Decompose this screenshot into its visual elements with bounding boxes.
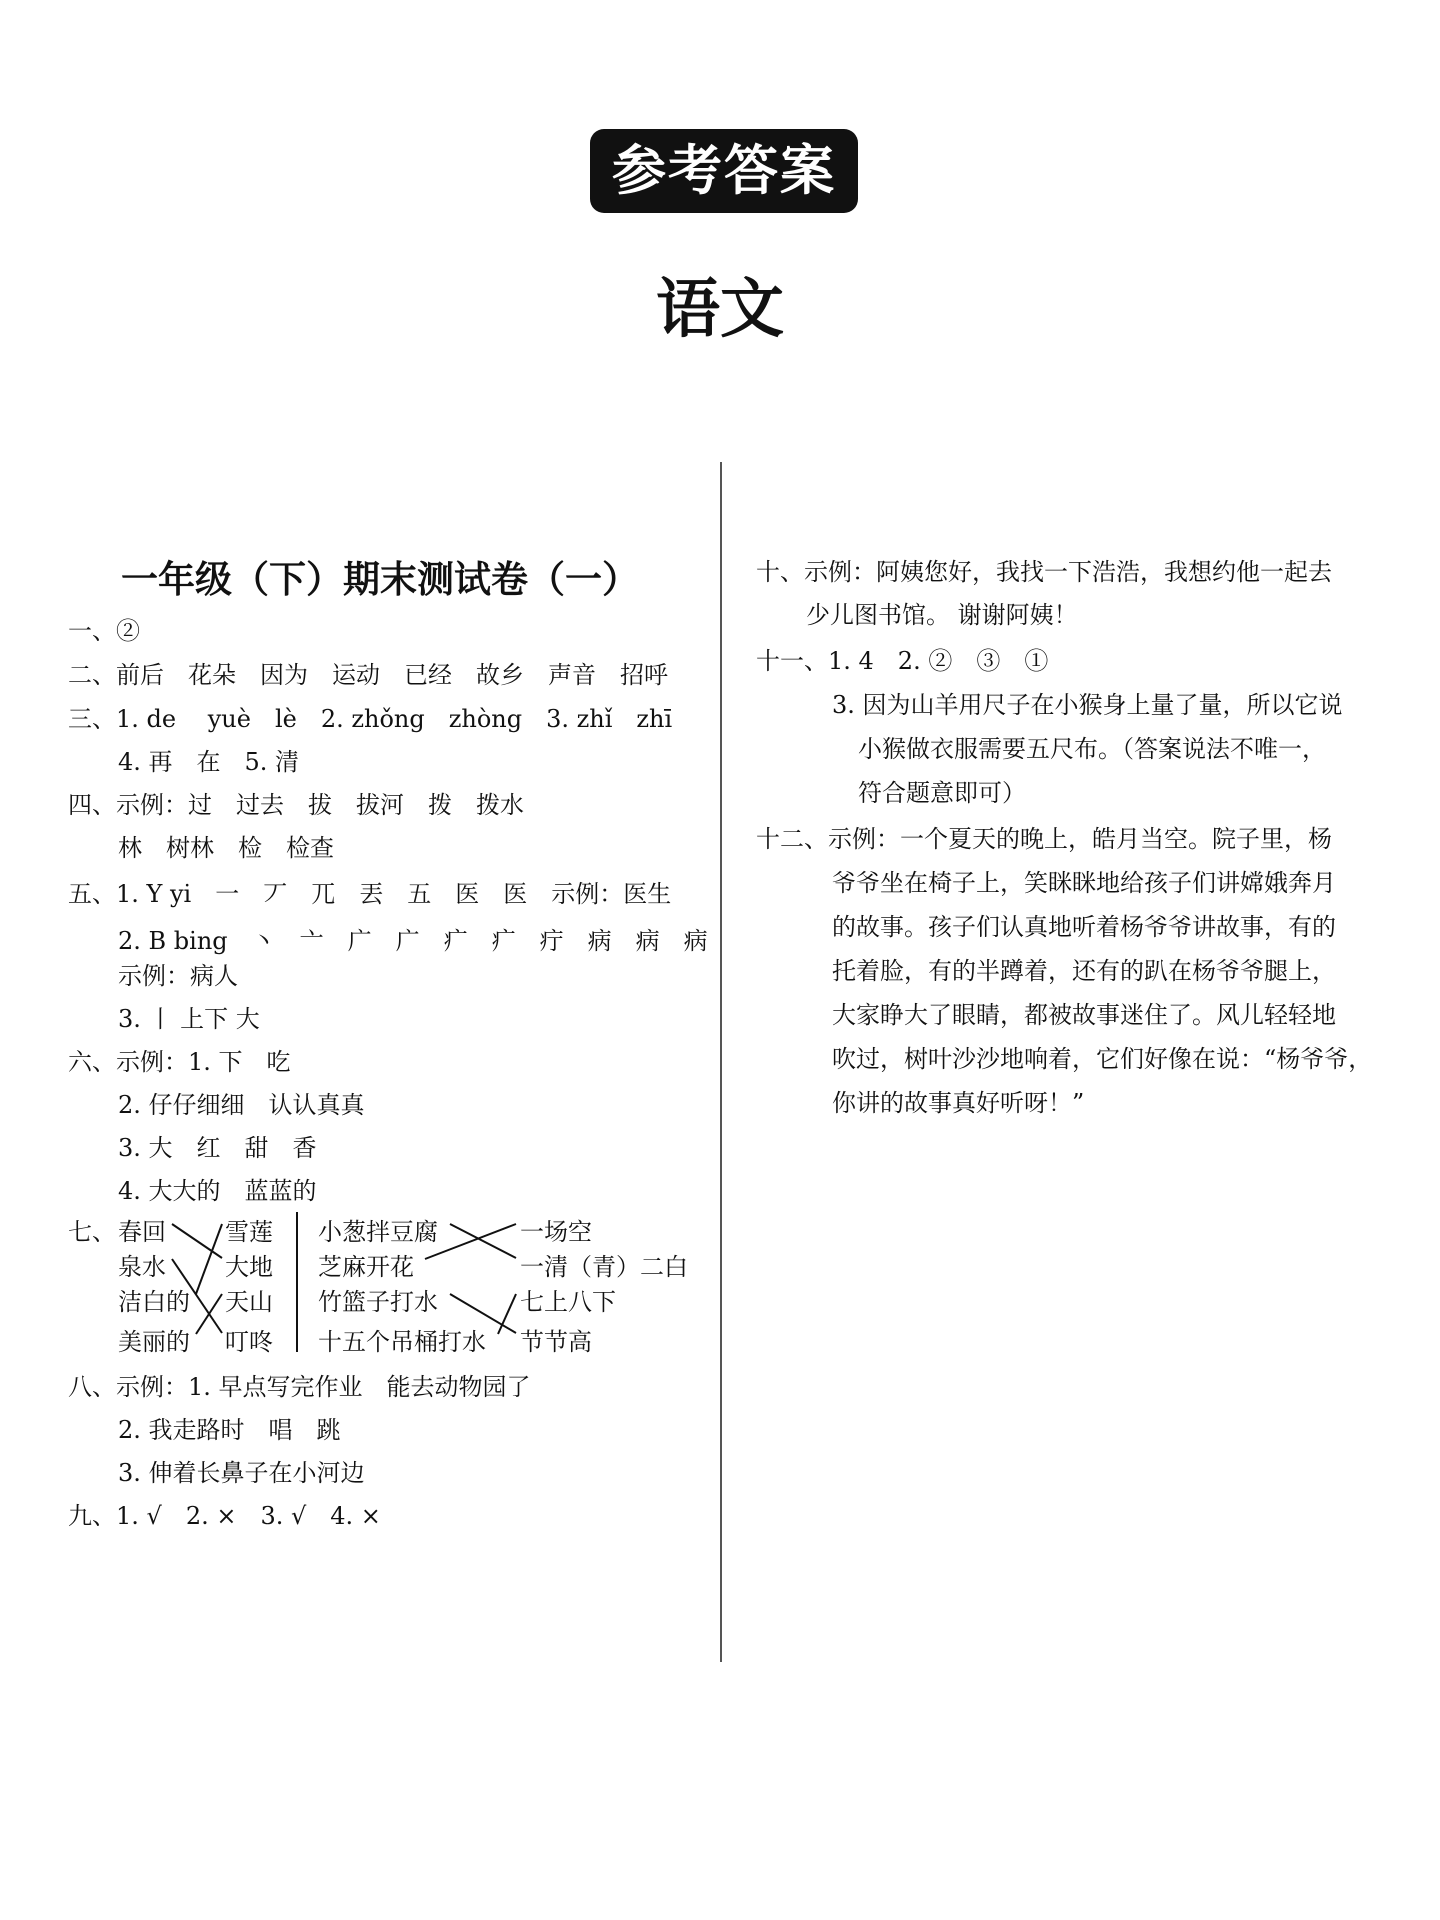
match-right-item: 小葱拌豆腐 bbox=[318, 1218, 438, 1246]
answer-q12-line6: 吹过，树叶沙沙地响着，它们好像在说：“杨爷爷， bbox=[832, 1045, 1373, 1073]
answer-q11-line2: 3. 因为山羊用尺子在小猴身上量了量，所以它说 bbox=[832, 691, 1343, 719]
answer-q8-line3: 3. 伸着长鼻子在小河边 bbox=[118, 1459, 365, 1487]
answer-q12-line1: 十二、示例：一个夏天的晚上，皓月当空。院子里，杨 bbox=[756, 825, 1332, 853]
match-right-item: 竹篮子打水 bbox=[318, 1288, 438, 1316]
answer-q11-line4: 符合题意即可） bbox=[858, 779, 1026, 807]
match-right-item: 芝麻开花 bbox=[318, 1253, 414, 1281]
answer-q5-line4: 3. 丨 上下 大 bbox=[118, 1005, 260, 1033]
answer-q3-line2: 4. 再 在 5. 清 bbox=[118, 748, 300, 776]
answer-q5-line3: 示例：病人 bbox=[118, 962, 238, 990]
match-line bbox=[450, 1294, 516, 1333]
answer-q6-line1: 六、示例：1. 下 吃 bbox=[68, 1048, 291, 1076]
answer-q3-line1: 三、1. de yuè lè 2. zhǒng zhòng 3. zhǐ zhī bbox=[68, 705, 673, 733]
match-left-target: 叮咚 bbox=[225, 1328, 273, 1356]
answer-q12-line2: 爷爷坐在椅子上，笑眯眯地给孩子们讲嫦娥奔月 bbox=[832, 869, 1336, 897]
answer-q7-label: 七、 bbox=[68, 1218, 116, 1246]
answer-q4-line1: 四、示例：过 过去 拔 拔河 拨 拨水 bbox=[68, 791, 524, 819]
subject-title: 语文 bbox=[656, 273, 784, 347]
answer-q12-line3: 的故事。孩子们认真地听着杨爷爷讲故事，有的 bbox=[832, 913, 1336, 941]
answer-q6-line2: 2. 仔仔细细 认认真真 bbox=[118, 1091, 365, 1119]
match-line bbox=[450, 1224, 516, 1258]
match-right-target: 一清（青）二白 bbox=[520, 1253, 688, 1281]
match-right-item: 十五个吊桶打水 bbox=[318, 1328, 486, 1356]
answer-key-banner: 参考答案 bbox=[590, 129, 858, 213]
match-right-target: 一场空 bbox=[520, 1218, 592, 1246]
match-left-item: 洁白的 bbox=[118, 1288, 190, 1316]
answer-q6-line3: 3. 大 红 甜 香 bbox=[118, 1134, 317, 1162]
answer-q10-line1: 十、示例：阿姨您好，我找一下浩浩，我想约他一起去 bbox=[756, 558, 1332, 586]
answer-q8-line2: 2. 我走路时 唱 跳 bbox=[118, 1416, 341, 1444]
answer-q10-line2: 少儿图书馆。 谢谢阿姨！ bbox=[806, 601, 1078, 629]
answer-q12-line4: 托着脸，有的半蹲着，还有的趴在杨爷爷腿上， bbox=[832, 957, 1336, 985]
answer-q5-line1: 五、1. Y yi 一 丆 兀 丟 五 医 医 示例：医生 bbox=[68, 880, 672, 908]
answer-q11-line3: 小猴做衣服需要五尺布。（答案说法不唯一， bbox=[858, 735, 1326, 763]
match-line bbox=[425, 1224, 516, 1259]
match-left-target: 雪莲 bbox=[225, 1218, 273, 1246]
match-line bbox=[196, 1224, 222, 1294]
match-left-item: 泉水 bbox=[118, 1253, 166, 1281]
answer-q1: 一、② bbox=[68, 617, 140, 645]
answer-q6-line4: 4. 大大的 蓝蓝的 bbox=[118, 1177, 317, 1205]
answer-q12-line7: 你讲的故事真好听呀！” bbox=[832, 1089, 1085, 1117]
match-left-item: 美丽的 bbox=[118, 1328, 190, 1356]
answer-q5-line2: 2. B bing 丶 亠 广 广 疒 疒 疔 病 病 病 bbox=[118, 927, 708, 955]
answer-q8-line1: 八、示例：1. 早点写完作业 能去动物园了 bbox=[68, 1373, 531, 1401]
match-line bbox=[172, 1259, 222, 1333]
match-line bbox=[172, 1224, 222, 1258]
answer-q11-line1: 十一、1. 4 2. ② ③ ① bbox=[756, 647, 1049, 675]
match-right-target: 节节高 bbox=[520, 1328, 592, 1356]
match-right-target: 七上八下 bbox=[520, 1288, 616, 1316]
exam-title: 一年级（下）期末测试卷（一） bbox=[121, 558, 639, 601]
answer-q12-line5: 大家睁大了眼睛，都被故事迷住了。风儿轻轻地 bbox=[832, 1001, 1336, 1029]
match-left-target: 天山 bbox=[225, 1288, 273, 1316]
match-left-target: 大地 bbox=[225, 1253, 273, 1281]
match-left-item: 春回 bbox=[118, 1218, 166, 1246]
answer-q9: 九、1. √ 2. × 3. √ 4. × bbox=[68, 1502, 381, 1530]
answer-q2: 二、前后 花朵 因为 运动 已经 故乡 声音 招呼 bbox=[68, 661, 668, 689]
answer-q4-line2: 林 树林 检 检查 bbox=[118, 834, 334, 862]
